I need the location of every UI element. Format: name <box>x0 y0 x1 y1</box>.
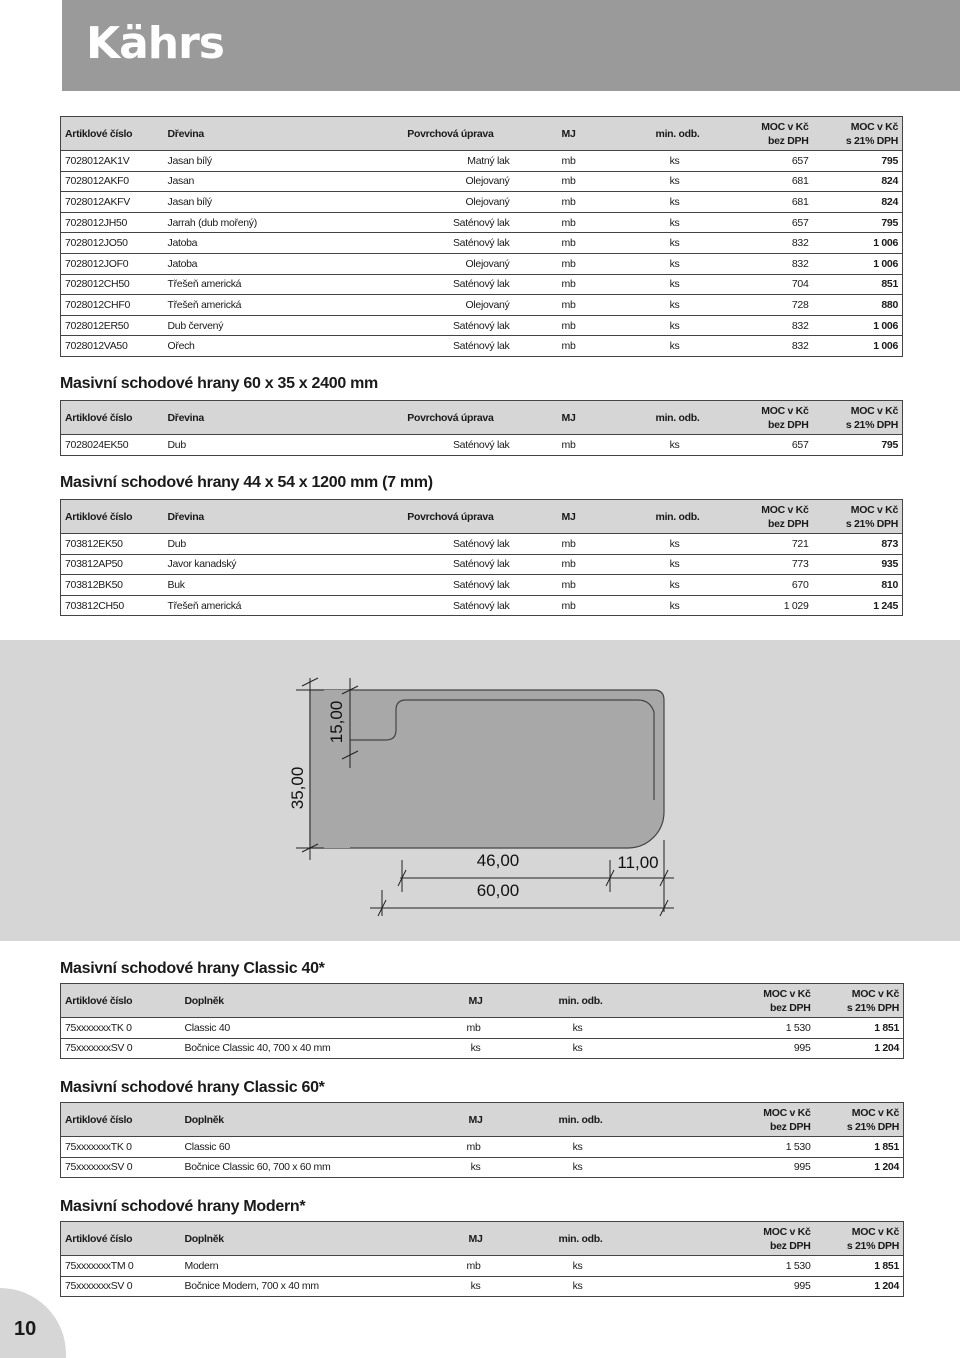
table-row <box>61 435 903 456</box>
table-row <box>61 212 903 233</box>
cell-spacer <box>611 1157 726 1178</box>
cell-min-order: ks <box>614 575 724 596</box>
col-price-ex: MOC v Kč bez DPH <box>726 984 815 1018</box>
cell-price-inc: 1 006 <box>813 233 903 254</box>
cell-min-order: ks <box>614 212 724 233</box>
cell-wood: Jatoba <box>164 233 324 254</box>
cell-min-order: ks <box>614 274 724 295</box>
cell-min-order: ks <box>511 1276 611 1297</box>
cell-min-order: ks <box>614 435 724 456</box>
cell-price-inc: 1 204 <box>815 1157 904 1178</box>
table-header-row <box>61 117 903 151</box>
cell-wood: Jasan <box>164 171 324 192</box>
cell-price-inc: 880 <box>813 295 903 316</box>
price-table-modern <box>60 1221 904 1297</box>
cell-finish: Saténový lak <box>324 534 524 555</box>
cell-unit: ks <box>401 1157 511 1178</box>
page-number: 10 <box>14 1318 37 1340</box>
col-article: Artiklové číslo <box>61 500 164 534</box>
cell-accessory: Bočnice Classic 60, 700 x 60 mm <box>181 1157 401 1178</box>
col-min-order: min. odb. <box>614 117 724 151</box>
col-price-ex: MOC v Kč bez DPH <box>726 1222 815 1256</box>
cell-min-order: ks <box>511 1137 611 1158</box>
cell-unit: mb <box>401 1256 511 1277</box>
cell-price-inc: 851 <box>813 274 903 295</box>
table-row <box>61 1038 904 1059</box>
cell-price-inc: 1 204 <box>815 1276 904 1297</box>
table-row <box>61 534 903 555</box>
cell-unit: mb <box>524 274 614 295</box>
cell-wood: Jarrah (dub mořený) <box>164 212 324 233</box>
cell-min-order: ks <box>511 1018 611 1039</box>
cell-article: 7028012VA50 <box>61 336 164 357</box>
cell-price-ex: 773 <box>724 554 813 575</box>
col-spacer <box>611 1103 726 1137</box>
kahrs-logo: Kährs <box>86 18 224 69</box>
table-row <box>61 1137 904 1158</box>
col-wood: Dřevina <box>164 500 324 534</box>
cell-min-order: ks <box>614 554 724 575</box>
cell-finish: Olejovaný <box>324 192 524 213</box>
cell-unit: mb <box>524 233 614 254</box>
cell-wood: Dub <box>164 534 324 555</box>
cell-article: 7028024EK50 <box>61 435 164 456</box>
cell-price-ex: 704 <box>724 274 813 295</box>
cell-price-inc: 873 <box>813 534 903 555</box>
col-unit: MJ <box>401 984 511 1018</box>
col-accessory: Doplněk <box>181 1103 401 1137</box>
cell-unit: mb <box>401 1137 511 1158</box>
table-header-row <box>61 1222 904 1256</box>
cell-finish: Saténový lak <box>324 212 524 233</box>
cell-unit: mb <box>524 554 614 575</box>
cell-article: 7028012JO50 <box>61 233 164 254</box>
cell-spacer <box>611 1018 726 1039</box>
col-article: Artiklové číslo <box>61 984 181 1018</box>
cell-price-ex: 995 <box>726 1276 815 1297</box>
cell-article: 7028012JOF0 <box>61 253 164 274</box>
cell-price-inc: 1 851 <box>815 1018 904 1039</box>
cell-article: 703812CH50 <box>61 595 164 616</box>
price-table-60x35 <box>60 400 903 456</box>
col-min-order: min. odb. <box>511 1103 611 1137</box>
cell-finish: Saténový lak <box>324 575 524 596</box>
col-min-order: min. odb. <box>614 500 724 534</box>
cell-finish: Saténový lak <box>324 435 524 456</box>
section-title: Masivní schodové hrany Classic 60* <box>60 1079 325 1096</box>
cell-unit: mb <box>524 151 614 172</box>
cell-article: 7028012AK1V <box>61 151 164 172</box>
cell-price-inc: 1 851 <box>815 1256 904 1277</box>
dim-label-total-height: 35,00 <box>288 766 307 810</box>
table-row <box>61 595 903 616</box>
cell-price-ex: 995 <box>726 1038 815 1059</box>
cell-article: 7028012CHF0 <box>61 295 164 316</box>
cell-price-inc: 935 <box>813 554 903 575</box>
cell-price-inc: 1 006 <box>813 253 903 274</box>
cell-price-ex: 1 530 <box>726 1256 815 1277</box>
cell-finish: Olejovaný <box>324 295 524 316</box>
cell-article: 7028012CH50 <box>61 274 164 295</box>
cell-wood: Ořech <box>164 336 324 357</box>
col-price-inc: MOC v Kč s 21% DPH <box>815 984 904 1018</box>
cell-min-order: ks <box>614 595 724 616</box>
cell-spacer <box>611 1276 726 1297</box>
col-price-inc: MOC v Kč s 21% DPH <box>815 1222 904 1256</box>
cell-accessory: Classic 60 <box>181 1137 401 1158</box>
col-accessory: Doplněk <box>181 984 401 1018</box>
cell-min-order: ks <box>614 336 724 357</box>
table-header-row <box>61 401 903 435</box>
cell-price-ex: 657 <box>724 212 813 233</box>
cell-wood: Javor kanadský <box>164 554 324 575</box>
cell-article: 75xxxxxxxSV 0 <box>61 1038 181 1059</box>
cell-price-inc: 824 <box>813 171 903 192</box>
cell-article: 75xxxxxxxTM 0 <box>61 1256 181 1277</box>
cell-price-inc: 1 006 <box>813 336 903 357</box>
cell-unit: mb <box>524 575 614 596</box>
dim-label-total-width: 60,00 <box>476 881 520 900</box>
price-table-stair-edges <box>60 116 903 357</box>
col-spacer <box>611 1222 726 1256</box>
section-title: Masivní schodové hrany Classic 40* <box>60 960 325 977</box>
table-row <box>61 151 903 172</box>
cell-price-ex: 681 <box>724 171 813 192</box>
col-article: Artiklové číslo <box>61 117 164 151</box>
col-article: Artiklové číslo <box>61 1103 181 1137</box>
col-spacer <box>611 984 726 1018</box>
col-price-inc: MOC v Kč s 21% DPH <box>813 500 903 534</box>
cell-article: 75xxxxxxxSV 0 <box>61 1276 181 1297</box>
cell-wood: Třešeň americká <box>164 295 324 316</box>
cell-article: 75xxxxxxxTK 0 <box>61 1018 181 1039</box>
cell-min-order: ks <box>614 315 724 336</box>
cell-price-ex: 1 530 <box>726 1137 815 1158</box>
cell-unit: mb <box>524 253 614 274</box>
cell-price-ex: 657 <box>724 435 813 456</box>
col-unit: MJ <box>524 500 614 534</box>
col-finish: Povrchová úprava <box>324 401 524 435</box>
cell-finish: Saténový lak <box>324 274 524 295</box>
cell-finish: Saténový lak <box>324 336 524 357</box>
table-row <box>61 253 903 274</box>
cell-unit: mb <box>524 295 614 316</box>
cell-finish: Saténový lak <box>324 554 524 575</box>
cell-min-order: ks <box>614 233 724 254</box>
cell-price-inc: 824 <box>813 192 903 213</box>
cell-unit: mb <box>524 315 614 336</box>
table-row <box>61 1018 904 1039</box>
cell-finish: Saténový lak <box>324 233 524 254</box>
price-table-classic-60 <box>60 1102 904 1178</box>
price-table-classic-40 <box>60 983 904 1059</box>
cell-min-order: ks <box>511 1157 611 1178</box>
col-price-inc: MOC v Kč s 21% DPH <box>813 117 903 151</box>
table-row <box>61 554 903 575</box>
dim-label-inner-width: 46,00 <box>476 851 520 870</box>
cell-min-order: ks <box>614 171 724 192</box>
col-unit: MJ <box>401 1103 511 1137</box>
cell-wood: Třešeň americká <box>164 595 324 616</box>
cell-article: 703812AP50 <box>61 554 164 575</box>
table-row <box>61 295 903 316</box>
col-finish: Povrchová úprava <box>324 500 524 534</box>
col-price-ex: MOC v Kč bez DPH <box>726 1103 815 1137</box>
table-row <box>61 192 903 213</box>
cell-min-order: ks <box>614 192 724 213</box>
col-price-ex: MOC v Kč bez DPH <box>724 401 813 435</box>
col-min-order: min. odb. <box>614 401 724 435</box>
cell-price-ex: 832 <box>724 253 813 274</box>
cell-wood: Jatoba <box>164 253 324 274</box>
cell-price-inc: 795 <box>813 435 903 456</box>
cell-min-order: ks <box>614 295 724 316</box>
cell-price-inc: 1 851 <box>815 1137 904 1158</box>
col-unit: MJ <box>524 117 614 151</box>
col-price-inc: MOC v Kč s 21% DPH <box>815 1103 904 1137</box>
cell-unit: mb <box>401 1018 511 1039</box>
cell-price-inc: 810 <box>813 575 903 596</box>
cell-price-ex: 1 029 <box>724 595 813 616</box>
table-row <box>61 575 903 596</box>
cell-wood: Jasan bílý <box>164 192 324 213</box>
cell-price-ex: 681 <box>724 192 813 213</box>
col-min-order: min. odb. <box>511 1222 611 1256</box>
section-title: Masivní schodové hrany 60 x 35 x 2400 mm <box>60 375 378 392</box>
cell-price-ex: 670 <box>724 575 813 596</box>
cell-unit: mb <box>524 212 614 233</box>
col-unit: MJ <box>524 401 614 435</box>
cell-article: 7028012AKFV <box>61 192 164 213</box>
table-row <box>61 1157 904 1178</box>
cell-price-inc: 1 204 <box>815 1038 904 1059</box>
cell-finish: Saténový lak <box>324 315 524 336</box>
cell-accessory: Classic 40 <box>181 1018 401 1039</box>
cell-wood: Třešeň americká <box>164 274 324 295</box>
cell-unit: mb <box>524 336 614 357</box>
cell-unit: mb <box>524 171 614 192</box>
col-min-order: min. odb. <box>511 984 611 1018</box>
table-row <box>61 315 903 336</box>
cell-min-order: ks <box>511 1038 611 1059</box>
cell-article: 703812EK50 <box>61 534 164 555</box>
cell-unit: mb <box>524 192 614 213</box>
cell-article: 703812BK50 <box>61 575 164 596</box>
cell-unit: mb <box>524 435 614 456</box>
cell-wood: Dub <box>164 435 324 456</box>
cell-spacer <box>611 1256 726 1277</box>
cell-min-order: ks <box>614 253 724 274</box>
section-title: Masivní schodové hrany 44 x 54 x 1200 mm (7 mm) <box>60 474 433 491</box>
dim-label-top-height: 15,00 <box>327 700 346 744</box>
col-unit: MJ <box>401 1222 511 1256</box>
cell-unit: mb <box>524 595 614 616</box>
cell-wood: Jasan bílý <box>164 151 324 172</box>
cell-finish: Olejovaný <box>324 253 524 274</box>
cell-price-ex: 728 <box>724 295 813 316</box>
cell-accessory: Bočnice Modern, 700 x 40 mm <box>181 1276 401 1297</box>
table-row <box>61 274 903 295</box>
cell-article: 75xxxxxxxSV 0 <box>61 1157 181 1178</box>
table-header-row <box>61 500 903 534</box>
table-row <box>61 233 903 254</box>
col-article: Artiklové číslo <box>61 1222 181 1256</box>
table-row <box>61 336 903 357</box>
section-title: Masivní schodové hrany Modern* <box>60 1198 306 1215</box>
cell-wood: Dub červený <box>164 315 324 336</box>
cell-price-ex: 832 <box>724 315 813 336</box>
cell-price-ex: 657 <box>724 151 813 172</box>
cell-finish: Saténový lak <box>324 595 524 616</box>
col-price-ex: MOC v Kč bez DPH <box>724 500 813 534</box>
col-price-ex: MOC v Kč bez DPH <box>724 117 813 151</box>
table-row <box>61 171 903 192</box>
cell-unit: ks <box>401 1038 511 1059</box>
cell-accessory: Bočnice Classic 40, 700 x 40 mm <box>181 1038 401 1059</box>
cell-price-ex: 832 <box>724 233 813 254</box>
cell-accessory: Modern <box>181 1256 401 1277</box>
cell-article: 7028012JH50 <box>61 212 164 233</box>
col-wood: Dřevina <box>164 401 324 435</box>
cell-price-inc: 1 245 <box>813 595 903 616</box>
cell-spacer <box>611 1137 726 1158</box>
cell-min-order: ks <box>614 151 724 172</box>
cell-price-ex: 995 <box>726 1157 815 1178</box>
col-article: Artiklové číslo <box>61 401 164 435</box>
table-row <box>61 1276 904 1297</box>
dim-label-nose-width: 11,00 <box>617 853 659 872</box>
table-row <box>61 1256 904 1277</box>
cell-article: 7028012AKF0 <box>61 171 164 192</box>
cell-price-inc: 1 006 <box>813 315 903 336</box>
cell-price-ex: 1 530 <box>726 1018 815 1039</box>
cell-finish: Olejovaný <box>324 171 524 192</box>
cell-spacer <box>611 1038 726 1059</box>
cell-price-ex: 721 <box>724 534 813 555</box>
cell-unit: mb <box>524 534 614 555</box>
cell-price-inc: 795 <box>813 151 903 172</box>
profile-shape <box>310 690 664 848</box>
stair-edge-profile-drawing <box>0 640 960 941</box>
cell-finish: Matný lak <box>324 151 524 172</box>
cell-price-ex: 832 <box>724 336 813 357</box>
price-table-44x54 <box>60 499 903 616</box>
col-wood: Dřevina <box>164 117 324 151</box>
cell-article: 7028012ER50 <box>61 315 164 336</box>
cell-wood: Buk <box>164 575 324 596</box>
col-accessory: Doplněk <box>181 1222 401 1256</box>
cell-price-inc: 795 <box>813 212 903 233</box>
cell-article: 75xxxxxxxTK 0 <box>61 1137 181 1158</box>
table-header-row <box>61 1103 904 1137</box>
col-price-inc: MOC v Kč s 21% DPH <box>813 401 903 435</box>
cell-unit: ks <box>401 1276 511 1297</box>
table-header-row <box>61 984 904 1018</box>
cell-min-order: ks <box>511 1256 611 1277</box>
cell-min-order: ks <box>614 534 724 555</box>
col-finish: Povrchová úprava <box>324 117 524 151</box>
